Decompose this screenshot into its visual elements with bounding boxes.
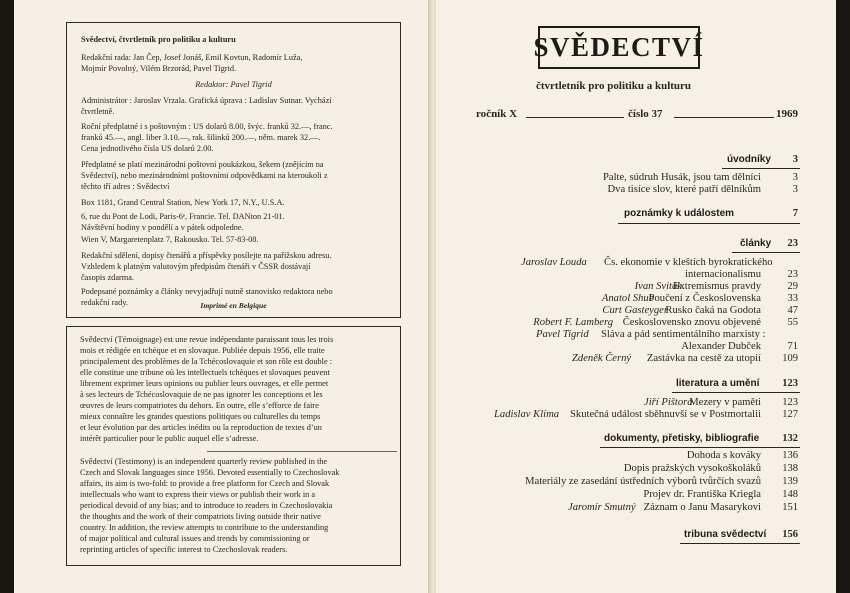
english-line-2: Czech and Slovak languages since 1956. Devoted essentially to Czechoslovak: [80, 468, 340, 477]
literatura-1-author: Jiří Pištora: [644, 397, 693, 408]
clanek-4-author: Curt Gasteyger: [602, 305, 668, 316]
section-tribuna-title: tribuna svědectví: [684, 529, 767, 540]
uvodnik-2-title: Dva tisíce slov, které patří dělníkům: [607, 184, 761, 195]
dokument-3-title: Materiály ze zasedání ústředních výborů tvůrčích svazů: [525, 476, 761, 487]
french-line-3: principalement des problèmes de la Tchécoslovaquie et son rôle est double :: [80, 357, 333, 366]
section-dokumenty-page: 132: [782, 433, 798, 444]
french-line-5: librement exprimer leurs opinions ou publier leurs ouvrages, et elle permet: [80, 379, 329, 388]
english-line-5: periodical devoid of any bias; and to introduce to readers in Czechoslovakia: [80, 501, 333, 510]
french-line-6: à ses lecteurs de Tchécoslovaquie de ne pas ignorer les conceptions et les: [80, 390, 323, 399]
clanek-5-title: Československo znovu objevené: [622, 317, 761, 328]
english-line-6: the thoughts and the work of their compatriots living outside their native: [80, 512, 321, 521]
clanek-2-page: 29: [787, 281, 798, 292]
board-line-2: Mojmír Povolný, Vilém Brzorád, Pavel Tigrid.: [81, 64, 237, 73]
left-page: [14, 0, 432, 593]
editor-line: Redaktor: Pavel Tigrid: [195, 80, 272, 89]
literatura-2-author: Ladislav Klíma: [494, 409, 560, 420]
clanek-7-author: Zdeněk Černý: [572, 353, 632, 364]
divider: [207, 451, 397, 452]
printed-in: Imprimé en Belgique: [200, 301, 267, 310]
issue-rule: [674, 117, 774, 118]
section-clanky-underline: [732, 252, 800, 253]
address-ny: Box 1181, Grand Central Station, New York 17, N.Y., U.S.A.: [81, 198, 285, 207]
uvodnik-2-page: 3: [792, 184, 798, 195]
clanek-5-author: Robert F. Lamberg: [533, 317, 613, 328]
section-literatura-page: 123: [782, 378, 798, 389]
payment-line-3: těchto tří adres : Svědectví: [81, 182, 170, 191]
english-line-3: affairs, its aim is two-fold: to provide a free platform for Czech and Slovak: [80, 479, 330, 488]
dokument-5-author: Jaromír Smutný: [568, 502, 636, 513]
payment-line-1: Předplatné se platí mezinárodní poštovní poukázkou, šekem (znějícím na: [81, 160, 324, 169]
clanek-3-page: 33: [787, 293, 798, 304]
dokument-5-page: 151: [782, 502, 798, 513]
section-tribuna-page: 156: [782, 529, 798, 540]
clanek-2-title: Extremismus pravdy: [673, 281, 761, 292]
dokument-2-page: 138: [782, 463, 798, 474]
section-literatura-title: literatura a umění: [676, 378, 760, 389]
literatura-2-page: 127: [782, 409, 798, 420]
dokument-5-title: Záznam o Janu Masarykovi: [643, 502, 761, 513]
french-line-2: mois et rédigée en tchèque et en slovaque. Publiée depuis 1956, elle traite: [80, 346, 325, 355]
literatura-1-title: Mezery v paměti: [689, 397, 761, 408]
section-clanky-title: články: [740, 238, 772, 249]
board-line-1: Redakční rada: Jan Čep, Josef Jonáš, Emil Kovtun, Radomír Luža,: [81, 53, 303, 62]
masthead-title: Svědectví, čtvrtletník pro politiku a kulturu: [81, 35, 236, 44]
english-line-1: Svědectví (Testimony) is an independent quarterly review published in the: [80, 457, 328, 466]
clanek-7-title: Zastávka na cestě za utopií: [646, 353, 761, 364]
clanek-6-author: Pavel Tigrid: [536, 329, 589, 340]
french-line-7: œuvres de leurs compatriotes du dehors. En outre, elle s’efforce de faire: [80, 401, 319, 410]
clanek-4-page: 47: [787, 305, 798, 316]
disclaimer-line-2: redakční rady.: [81, 298, 128, 307]
english-line-4: intellectuals who want to express their views or publish their work in a: [80, 490, 316, 499]
address-hours: Návštěvní hodiny v pondělí a v pátek odpoledne.: [81, 223, 244, 232]
section-uvodniky-underline: [722, 168, 800, 169]
dokument-4-page: 148: [782, 489, 798, 500]
clanek-1-author: Jaroslav Louda: [521, 257, 587, 268]
section-dokumenty-title: dokumenty, přetisky, bibliografie: [604, 433, 760, 444]
subscription-line-3: Cena jednotlivého čísla US dolarů 2.00.: [81, 144, 214, 153]
dokument-4-title: Projev dr. Františka Kriegla: [643, 489, 761, 500]
section-tribuna-underline: [680, 543, 800, 544]
clanek-1-title-cont: internacionalismu: [685, 269, 761, 280]
clanek-2-author: Ivan Sviták: [634, 281, 682, 292]
uvodnik-1-page: 3: [792, 172, 798, 183]
english-line-9: reprinting articles of specific interest to Czechoslovak readers.: [80, 545, 288, 554]
section-dokumenty-underline: [600, 447, 800, 448]
clanek-6-page: 71: [787, 341, 798, 352]
year-label: 1969: [776, 108, 798, 120]
dokument-1-page: 136: [782, 450, 798, 461]
admin-line-2: čtvrtletně.: [81, 107, 115, 116]
address-wien: Wien V, Margaretenplatz 7, Rakousko. Tel. 57-83-08.: [81, 235, 259, 244]
payment-line-2: Svědectví), nebo mezinárodními poštovními odpovědkami na kteroukoli z: [81, 171, 328, 180]
subscription-line-2: franků 45.—, angl. liber 3.10.—, rak. šilinků 200.—, něm. marek 32.—.: [81, 133, 321, 142]
uvodnik-1-title: Palte, súdruh Husák, jsou tam dělníci: [602, 172, 761, 183]
right-page: [436, 0, 836, 593]
clanek-7-page: 109: [782, 353, 798, 364]
french-line-10: intérêt particulier pour le public auquel elle s’adresse.: [80, 434, 259, 443]
clanek-1-page: 23: [787, 269, 798, 280]
notes-line-2: Vzhledem k platným valutovým předpisům čtenáři v ČSSR dostávají: [81, 262, 311, 271]
section-literatura-underline: [672, 392, 800, 393]
subtitle: čtvrtletník pro politiku a kulturu: [536, 80, 692, 92]
french-line-9: et leur évolution par des articles inédits ou la reproduction de textes d’un: [80, 423, 322, 432]
section-poznamky-page: 7: [792, 208, 798, 219]
english-line-7: country. In addition, the review attempts to contribute to the understanding: [80, 523, 329, 532]
french-line-1: Svědectví (Témoignage) est une revue indépendante paraissant tous les trois: [80, 335, 334, 344]
section-uvodniky-title: úvodníky: [727, 154, 771, 165]
logo-text: SVĚDECTVÍ: [533, 32, 705, 62]
literatura-2-title: Skutečná událost sběhnuvší se v Postmortalii: [570, 409, 761, 420]
section-clanky-page: 23: [787, 238, 798, 249]
notes-line-3: časopis zdarma.: [81, 273, 134, 282]
french-line-8: mieux connaître les grandes questions politiques ou culturelles du temps: [80, 412, 321, 421]
literatura-1-page: 123: [782, 397, 798, 408]
clanek-5-page: 55: [787, 317, 798, 328]
english-line-8: of major political and cultural issues and trends by commissioning or: [80, 534, 310, 543]
volume-label: ročník X: [476, 108, 518, 120]
clanek-3-author: Anatol Shub: [601, 293, 654, 304]
notes-line-1: Redakční sdělení, dopisy čtenářů a příspěvky posílejte na pařížskou adresu.: [81, 251, 332, 260]
volume-rule: [526, 117, 624, 118]
clanek-3-title: Poučení z Československa: [648, 293, 761, 304]
clanek-6-title-cont: Alexander Dubček: [681, 341, 761, 352]
logo: [533, 26, 705, 69]
clanek-6-title: Sláva a pád sentimentálního marxisty :: [601, 329, 766, 340]
clanek-1-title: Čs. ekonomie v kleštích byrokratického: [604, 257, 773, 268]
section-uvodniky-page: 3: [792, 154, 798, 165]
about-box: [66, 326, 401, 566]
dokument-2-title: Dopis pražských vysokoškoláků: [623, 463, 761, 474]
subscription-line-1: Roční předplatné i s poštovným : US dolarů 8.00, švýc. franků 32.—, franc.: [81, 122, 333, 131]
section-poznamky-title: poznámky k událostem: [624, 208, 735, 219]
disclaimer-line-1: Podepsané poznámky a články nevyjadřují nutně stanovisko redaktora nebo: [81, 287, 333, 296]
masthead-box: [66, 22, 401, 318]
french-line-4: elle constitue une tribune où les intellectuels tchèques et slovaques peuvent: [80, 368, 330, 377]
clanek-4-title: Rusko čaká na Godota: [665, 305, 761, 316]
address-paris: 6, rue du Pont de Lodi, Paris-6ᵉ, Francie. Tel. DANton 21-01.: [81, 212, 285, 221]
issue-label: číslo 37: [628, 108, 663, 120]
section-poznamky-underline: [618, 223, 800, 224]
admin-line-1: Administrátor : Jaroslav Vrzala. Grafická úprava : Ladislav Sutnar. Vychází: [81, 96, 332, 105]
dokument-3-page: 139: [782, 476, 798, 487]
dokument-1-title: Dohoda s kováky: [686, 450, 761, 461]
